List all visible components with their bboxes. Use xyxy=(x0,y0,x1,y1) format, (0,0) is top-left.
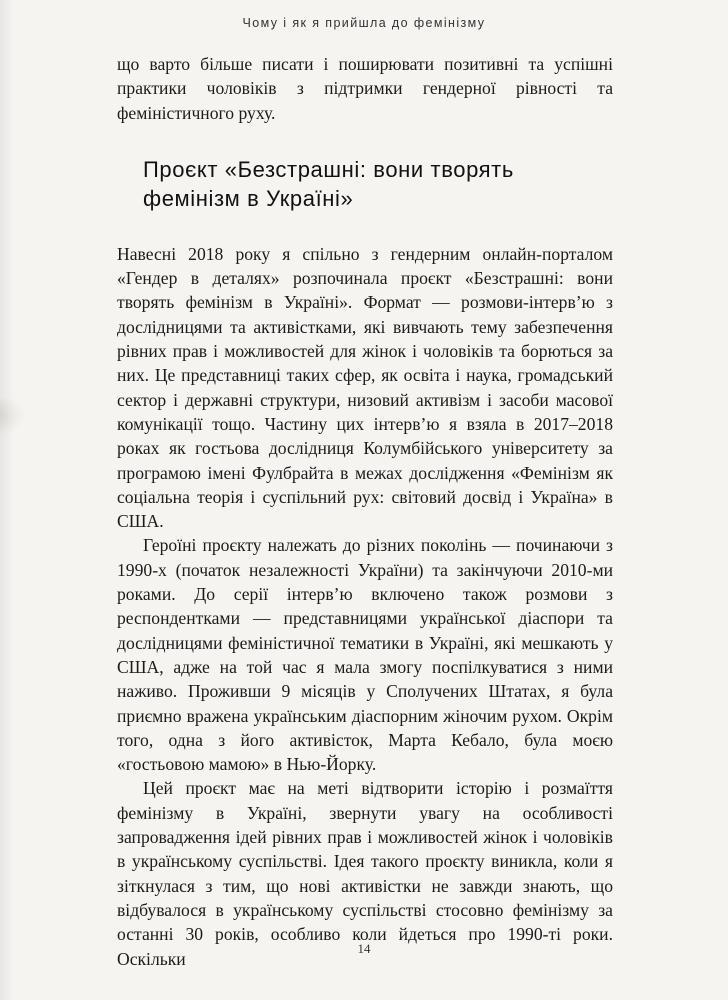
body-paragraph-1: Навесні 2018 року я спільно з гендерним онлайн-порталом «Гендер в деталях» розпочинала проєкт «Безстрашні: вони творять фемінізм в Україні». Формат — розмови-інтерв’ю з дослідницями та активістками, які вивчають тему забезпечення рівних прав і можливостей для жінок і чоловіків та борються за них. Це представниці таких сфер, як освіта і наука, громадський сектор і державні структури, низовий активізм і засоби масової комунікації тощо. Частину цих інтерв’ю я взяла в 2017–2018 роках як гостьова дослідниця Колумбійського університету за програмою імені Фулбрайта в межах дослідження «Фемінізм як соціальна теорія і суспільний рух: світовий досвід і Україна» в США. xyxy=(117,243,613,532)
body-paragraph-3: Цей проєкт має на меті відтворити історію і розмаїття фемінізму в Україні, звернути увагу на особливості запровадження ідей рівних прав і можливостей жінок і чоловіків в українському суспільстві. Ідея такого проєкту виникла, коли я зіткнулася з тим, що нові активістки не завжди знають, що відбувалося в українському суспільстві стосовно фемінізму за останні 30 років, особливо коли йдеться про 1990-ті роки. Оскільки xyxy=(117,778,613,969)
bleed-through-mark xyxy=(0,395,26,435)
running-header: Чому і як я прийшла до фемінізму xyxy=(242,16,486,30)
page-edge-shadow xyxy=(0,0,14,1000)
page-number: 14 xyxy=(357,941,371,956)
page-body xyxy=(117,52,613,971)
intro-paragraph: що варто більше писати і поширювати позитивні та успішні практики чоловіків з підтримки гендерної рівності та феміністичного руху. xyxy=(117,54,613,123)
section-heading: Проєкт «Безстрашні: вони творять фемінізм в Україні» xyxy=(143,156,514,211)
body-paragraph-2: Героїні проєкту належать до різних поколінь — починаючи з 1990-х (початок незалежності України) та закінчуючи 2010-ми роками. До серії інтерв’ю включено також розмови з респондентками — представницями української діаспори та дослідницями феміністичної тематики в Україні, які мешкають у США, адже на той час я мала змогу поспілкуватися з ними наживо. Проживши 9 місяців у Сполучених Штатах, я була приємно вражена українським діаспорним жіночим рухом. Окрім того, одна з його активісток, Марта Кебало, була моєю «гостьовою мамою» в Нью-Йорку. xyxy=(117,535,613,775)
